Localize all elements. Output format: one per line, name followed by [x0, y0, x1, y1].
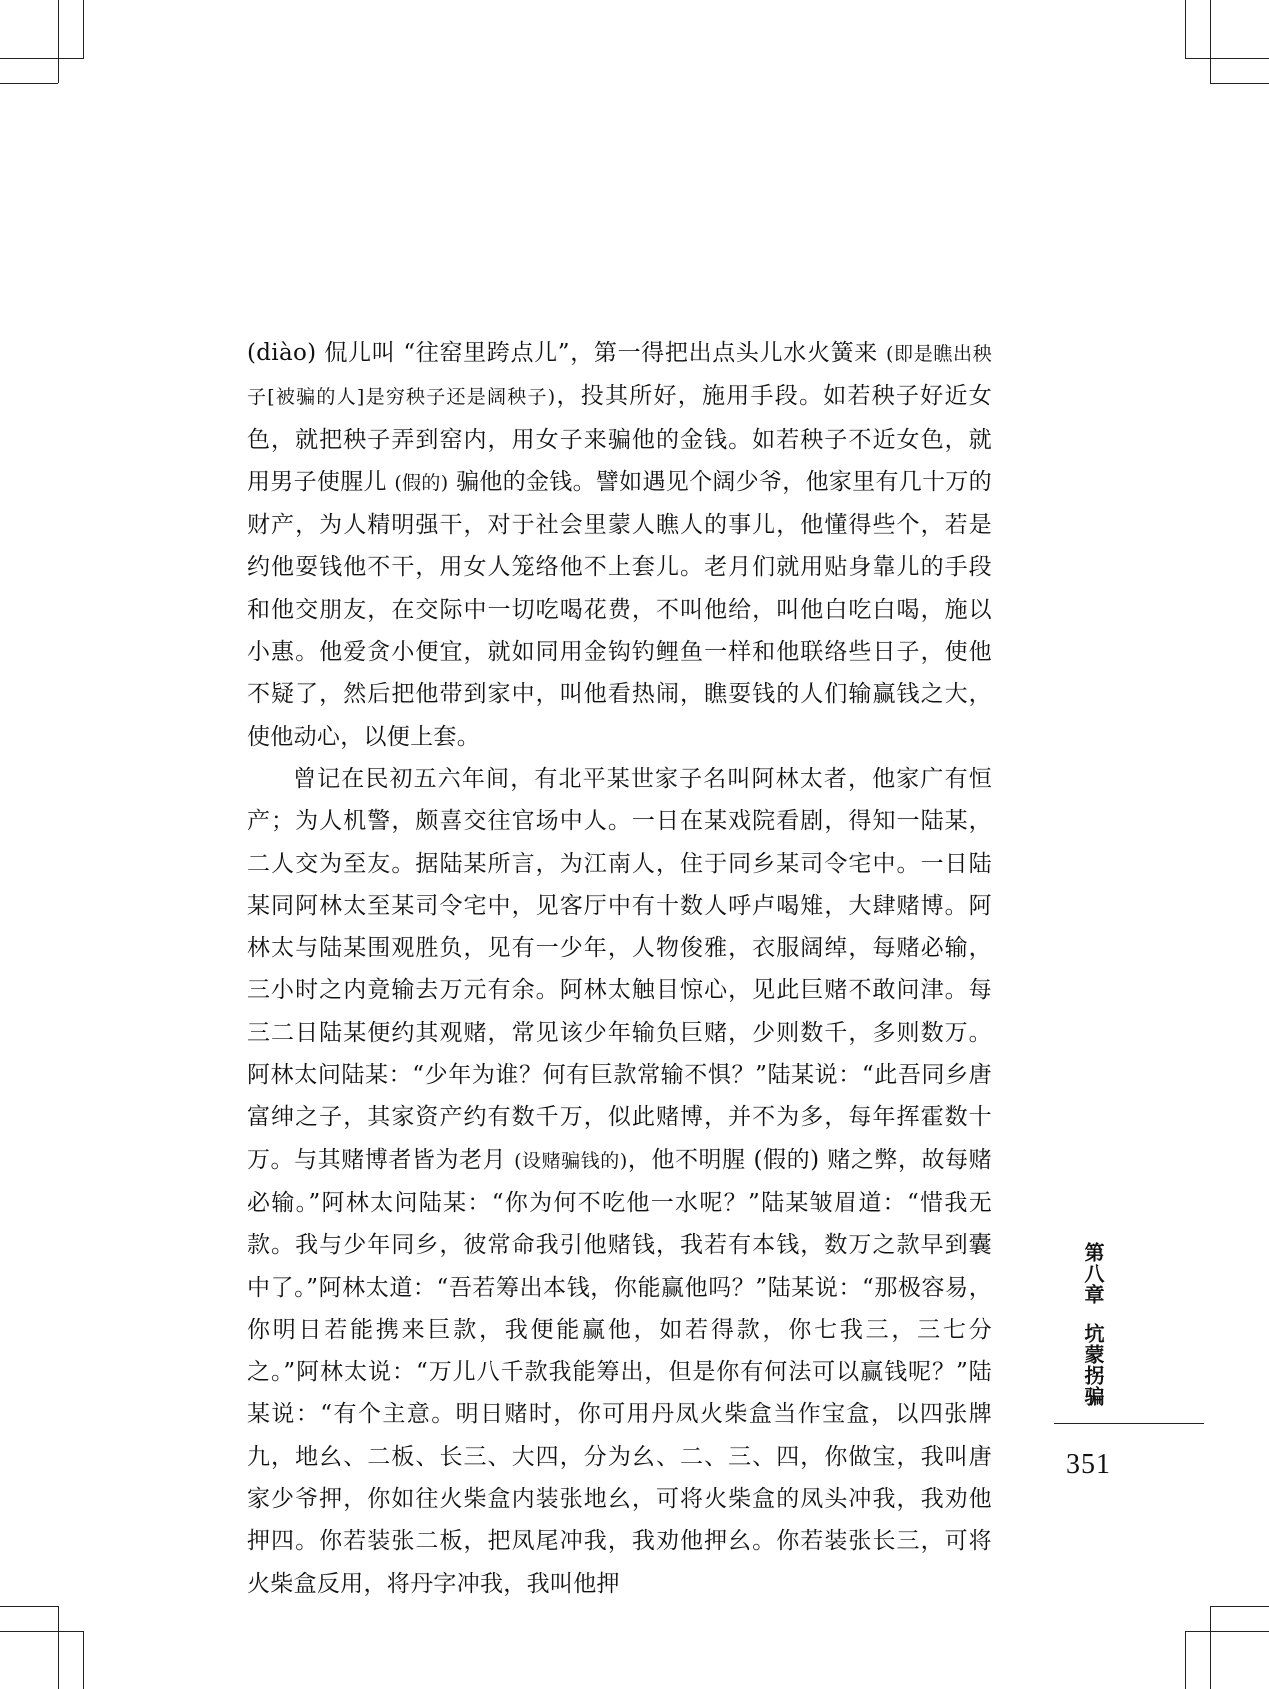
crop-mark — [1210, 1606, 1269, 1607]
inline-note: (设赌骗钱的) — [514, 1149, 628, 1172]
crop-mark — [58, 1606, 59, 1689]
crop-mark — [1210, 0, 1211, 83]
crop-mark — [1210, 83, 1269, 84]
inline-note: (即是瞧出秧子[被骗的人]是穷秧子还是阔秧子) — [247, 343, 993, 409]
chapter-title: 坑蒙拐骗 — [1081, 1323, 1105, 1407]
text-run: ，他不明腥 (假的) 赌之弊，故每赌必输。”阿林太问陆某：“你为何不吃他一水呢？”陆某皱眉道：“惜我无款。我与少年同乡，彼常命我引他赌钱，我若有本钱，数万之款早到囊中了。”阿林太道：“吾若筹出本钱，你能赢他吗？”陆某说：“那极容易，你明日若能携来巨款，我便能赢他，如若得款，你七我三，三七分之。”阿林太说：“万儿八千款我能筹出，但是你有何法可以赢钱呢？”陆某说：“有个主意。明日赌时，你可用丹凤火柴盒当作宝盒，以四张牌九，地幺、二板、长三、大四，分为幺、二、三、四，你做宝，我叫唐家少爷押，你如往火柴盒内装张地幺，可将火柴盒的凤头冲我，我劝他押四。你若装张二板，把凤尾冲我，我劝他押幺。你若装张长三，可将火柴盒反用，将丹字冲我，我叫他押 — [247, 1146, 992, 1597]
paragraph — [247, 332, 992, 758]
folio-rule — [1054, 1423, 1204, 1424]
text-run: 曾记在民初五六年间，有北平某世家子名叫阿林太者，他家广有恒产；为人机警，颇喜交往官场中人。一日在某戏院看剧，得知一陆某，二人交为至友。据陆某所言，为江南人，住于同乡某司令宅中。一日陆某同阿林太至某司令宅中，见客厅中有十数人呼卢喝雉，大肆赌博。阿林太与陆某围观胜负，见有一少年，人物俊雅，衣服阔绰，每赌必输，三小时之内竟输去万元有余。阿林太触目惊心，见此巨赌不敢问津。每三二日陆某便约其观赌，常见该少年输负巨赌，少则数千，多则数万。阿林太问陆某：“少年为谁？何有巨款常输不惧？”陆某说：“此吾同乡唐富绅之子，其家资产约有数千万，似此赌博，并不为多，每年挥霍数十万。与其赌博者皆为老月 — [247, 765, 992, 1173]
crop-mark — [0, 1606, 58, 1607]
paragraph — [247, 758, 992, 1605]
chapter-number: 第八章 — [1081, 1242, 1105, 1305]
text-run: ，投其所好，施用手段。如若秧子好近女色，就把秧子弄到窑内，用女子来骗他的金钱。如若秧子不近女色，就用男子使腥儿 — [247, 383, 992, 495]
crop-mark — [58, 0, 59, 83]
crop-mark — [83, 1631, 84, 1689]
crop-mark — [1185, 0, 1186, 58]
inline-note: (假的) — [394, 471, 449, 494]
text-run: 骗他的金钱。譬如遇见个阔少爷，他家里有几十万的财产，为人精明强干，对于社会里蒙人瞧人的事儿，他懂得些个，若是约他耍钱他不干，用女人笼络他不上套儿。老月们就用贴身靠儿的手段和他交朋友，在交际中一切吃喝花费，不叫他给，叫他白吃白喝，施以小惠。他爱贪小便宜，就如同用金钩钓鲤鱼一样和他联络些日子，使他不疑了，然后把他带到家中，叫他看热闹，瞧耍钱的人们输赢钱之大，使他动心，以便上套。 — [247, 468, 992, 750]
crop-mark — [0, 83, 58, 84]
crop-mark — [1185, 1631, 1269, 1632]
crop-mark — [83, 0, 84, 58]
crop-mark — [0, 58, 84, 59]
body-text — [247, 332, 992, 1605]
chapter-running-head — [1079, 1242, 1108, 1407]
crop-mark — [1210, 1606, 1211, 1689]
crop-mark — [1185, 58, 1269, 59]
text-run: (diào) 侃儿叫 “往窑里跨点儿”，第一得把出点头儿水火簧来 — [247, 340, 886, 366]
crop-mark — [0, 1631, 84, 1632]
crop-mark — [1185, 1631, 1186, 1689]
page-number: 351 — [1066, 1449, 1111, 1480]
